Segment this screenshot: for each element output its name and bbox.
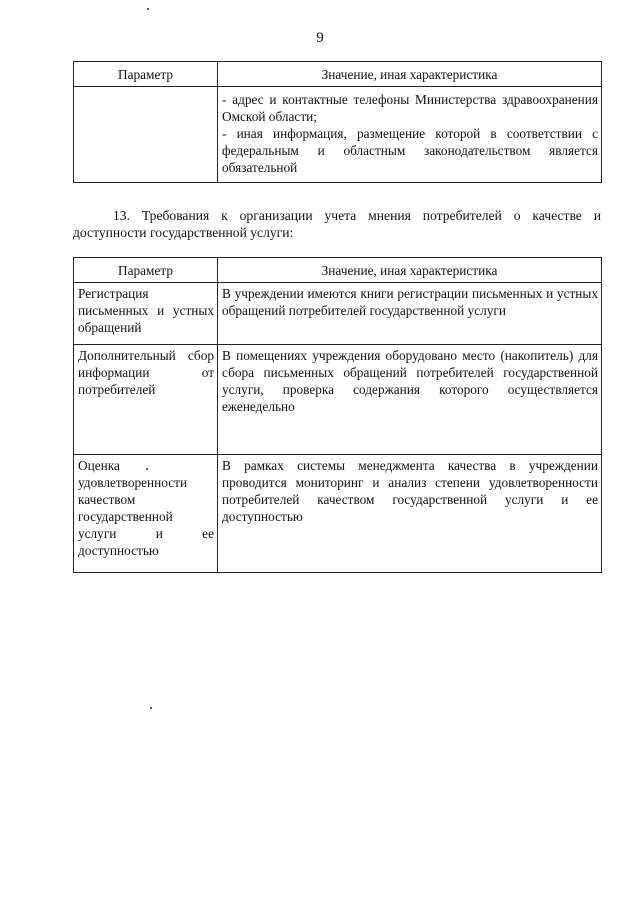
continuation-table [73, 61, 602, 183]
value-cell: В рамках системы менеджмента качества в учреждении проводится мониторинг и анализ степени удовлетворенности потребителей качеством государственной услуги и ее доступностью [218, 455, 602, 573]
table-row [74, 87, 602, 183]
column-header-parameter: Параметр [74, 62, 218, 87]
feedback-requirements-table [73, 257, 602, 573]
column-header-value: Значение, иная характеристика [218, 62, 602, 87]
scan-speck [147, 8, 149, 10]
parameter-cell: Оценка удовлетворенности качеством государственной услуги и ее доступностью [74, 455, 218, 573]
parameter-cell: Дополнительный сбор информации от потребителей [74, 345, 218, 455]
section-13-paragraph: 13. Требования к организации учета мнения потребителей о качестве и доступности государственной услуги: [73, 208, 601, 240]
column-header-parameter: Параметр [74, 258, 218, 283]
table-row [74, 345, 602, 455]
table-row [74, 283, 602, 345]
value-cell: - адрес и контактные телефоны Министерства здравоохранения Омской области; - иная информация, размещение которой в соответствии с федеральным и областным законодательством является обязательной [218, 87, 602, 183]
table-row [74, 455, 602, 573]
table-header-row [74, 62, 602, 87]
value-cell: В помещениях учреждения оборудовано место (накопитель) для сбора письменных обращений потребителей государственной услуги, проверка содержания которого осуществляется еженедельно [218, 345, 602, 455]
table-header-row [74, 258, 602, 283]
value-cell: В учреждении имеются книги регистрации письменных и устных обращений потребителей государственной услуги [218, 283, 602, 345]
page-number: 9 [316, 30, 324, 46]
scan-speck [150, 707, 152, 709]
parameter-cell: Регистрация письменных и устных обращений [74, 283, 218, 345]
parameter-cell [74, 87, 218, 183]
column-header-value: Значение, иная характеристика [218, 258, 602, 283]
